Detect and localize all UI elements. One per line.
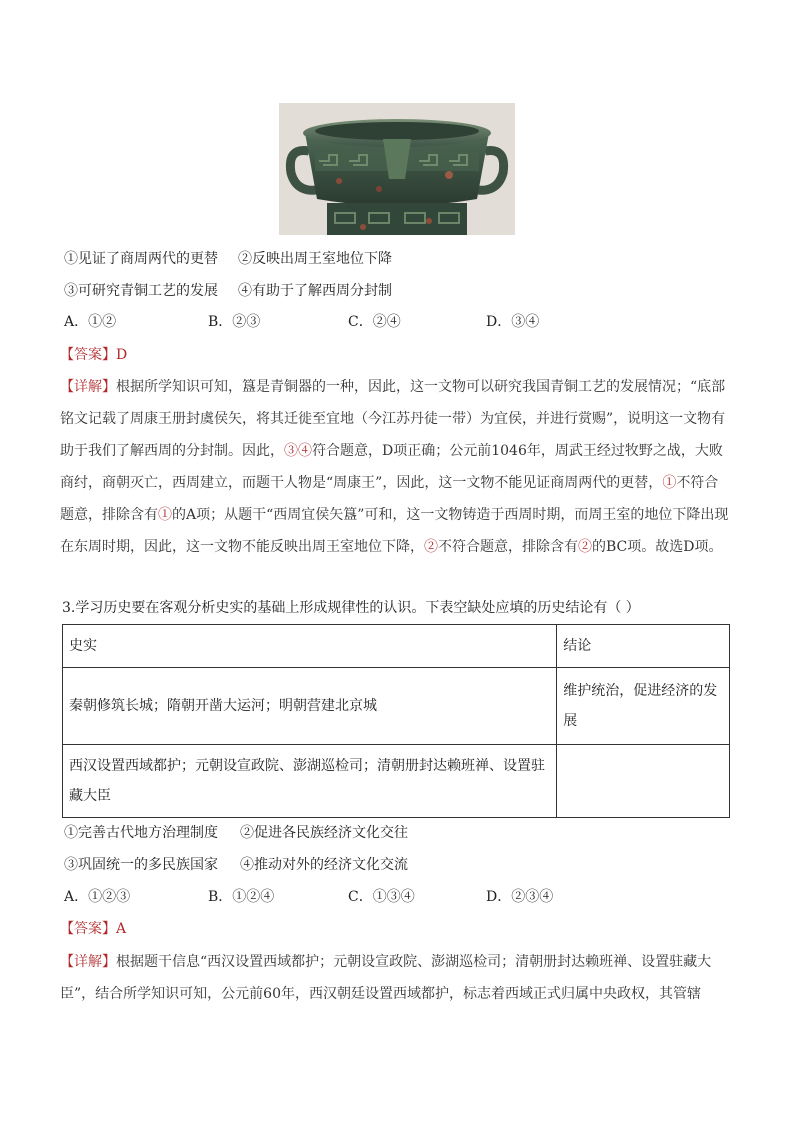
q2-explain-highlight-3: ① — [158, 507, 172, 523]
table-cell-fact-1: 秦朝修筑长城；隋朝开凿大运河；明朝营建北京城 — [63, 668, 557, 745]
q2-explain-part-2: 符合题意，D项正确；公元前1046年，周武王经过牧野之战，大败商纣，商朝灭亡，西周建立，而题干人物是“周康王”，因此，这一文物不能见证商周两代的更替， — [60, 443, 723, 491]
q2-option-a[interactable]: A．①② — [64, 314, 117, 330]
table-cell-fact-2: 西汉设置西域都护；元朝设宣政院、澎湖巡检司；清朝册封达赖班禅、设置驻藏大臣 — [63, 745, 557, 818]
q2-explain-highlight-5: ② — [578, 539, 592, 555]
q3-option-c[interactable]: C．①③④ — [348, 889, 415, 905]
table-cell-conclusion-1: 维护统治，促进经济的发展 — [557, 668, 730, 745]
q3-answer — [60, 919, 126, 939]
q2-explain-part-3: 不符合题意，排除含有 — [60, 475, 719, 523]
q2-statement-3: ③可研究青铜工艺的发展 — [64, 283, 218, 299]
q3-option-a[interactable]: A．①②③ — [64, 889, 131, 905]
q3-statement-3: ③巩固统一的多民族国家 — [64, 857, 218, 873]
q2-option-b[interactable]: B．②③ — [208, 314, 261, 330]
q2-explain-highlight-4: ② — [424, 539, 438, 555]
table-header-facts: 史实 — [63, 625, 557, 668]
q3-statements-row-2 — [64, 855, 408, 875]
q2-statement-4: ④有助于了解西周分封制 — [238, 283, 392, 299]
q2-option-c[interactable]: C．②④ — [348, 314, 401, 330]
bronze-gui-vessel-image — [279, 103, 515, 235]
q2-explain-highlight-2: ① — [662, 475, 677, 491]
q2-explain-part-4: 的A项；从题干“西周宜侯矢簋”可和，这一文物铸造于西周时期，而周王室的地位下降出现在东周时期，因此，这一文物不能反映出周王室地位下降， — [60, 507, 729, 555]
q3-answer-value: A — [116, 921, 127, 937]
q3-stem: 3.学习历史要在客观分析史实的基础上形成规律性的认识。下表空缺处应填的历史结论有（ ） — [62, 600, 640, 616]
q3-explain-text: 根据题干信息“西汉设置西域都护；元朝设宣政院、澎湖巡检司；清朝册封达赖班禅、设置驻藏大臣”，结合所学知识可知，公元前60年，西汉朝廷设置西域都护，标志着西域正式归属中央政权，其管辖 — [60, 954, 712, 1002]
q2-option-d[interactable]: D．③④ — [486, 314, 540, 330]
q2-statements-row-2 — [64, 281, 392, 301]
q2-statements-row-1 — [64, 249, 392, 269]
q3-statements-row-1 — [64, 823, 408, 843]
q2-statement-2: ②反映出周王室地位下降 — [238, 251, 392, 267]
table-header-conclusion: 结论 — [557, 625, 730, 668]
q3-explanation — [60, 946, 730, 1010]
q2-explanation — [60, 371, 730, 563]
table-row — [63, 668, 730, 745]
vessel-illustration — [279, 103, 515, 235]
q2-answer-value: D — [116, 347, 128, 363]
q2-explain-label: 【详解】 — [60, 379, 116, 395]
q3-explain-label: 【详解】 — [60, 954, 116, 970]
q2-explain-highlight-1: ③④ — [284, 443, 312, 459]
table-row — [63, 745, 730, 818]
q2-answer-label: 【答案】 — [60, 347, 116, 363]
q2-answer — [60, 345, 127, 365]
q3-option-d[interactable]: D．②③④ — [486, 889, 554, 905]
q2-explain-part-5: 不符合题意，排除含有 — [438, 539, 578, 555]
q3-facts-table — [62, 624, 730, 818]
q2-explain-part-6: 的BC项。故选D项。 — [592, 539, 723, 555]
q3-statement-1: ①完善古代地方治理制度 — [64, 825, 218, 841]
q3-statement-2: ②促进各民族经济文化交往 — [240, 825, 408, 841]
q3-answer-label: 【答案】 — [60, 921, 116, 937]
q3-option-b[interactable]: B．①②④ — [208, 889, 275, 905]
q3-statement-4: ④推动对外的经济文化交流 — [240, 857, 408, 873]
q2-explain-part-1: 根据所学知识可知，簋是青铜器的一种，因此，这一文物可以研究我国青铜工艺的发展情况；“底部铭文记载了周康王册封虞侯矢，将其迁徙至宜地（今江苏丹徒一带）为宜侯，并进行赏赐”，说明这一文物有助于我们了解西周的分封制。因此， — [60, 379, 726, 459]
q2-statement-1: ①见证了商周两代的更替 — [64, 251, 218, 267]
table-cell-conclusion-2-blank[interactable] — [557, 745, 730, 818]
table-header-row — [63, 625, 730, 668]
